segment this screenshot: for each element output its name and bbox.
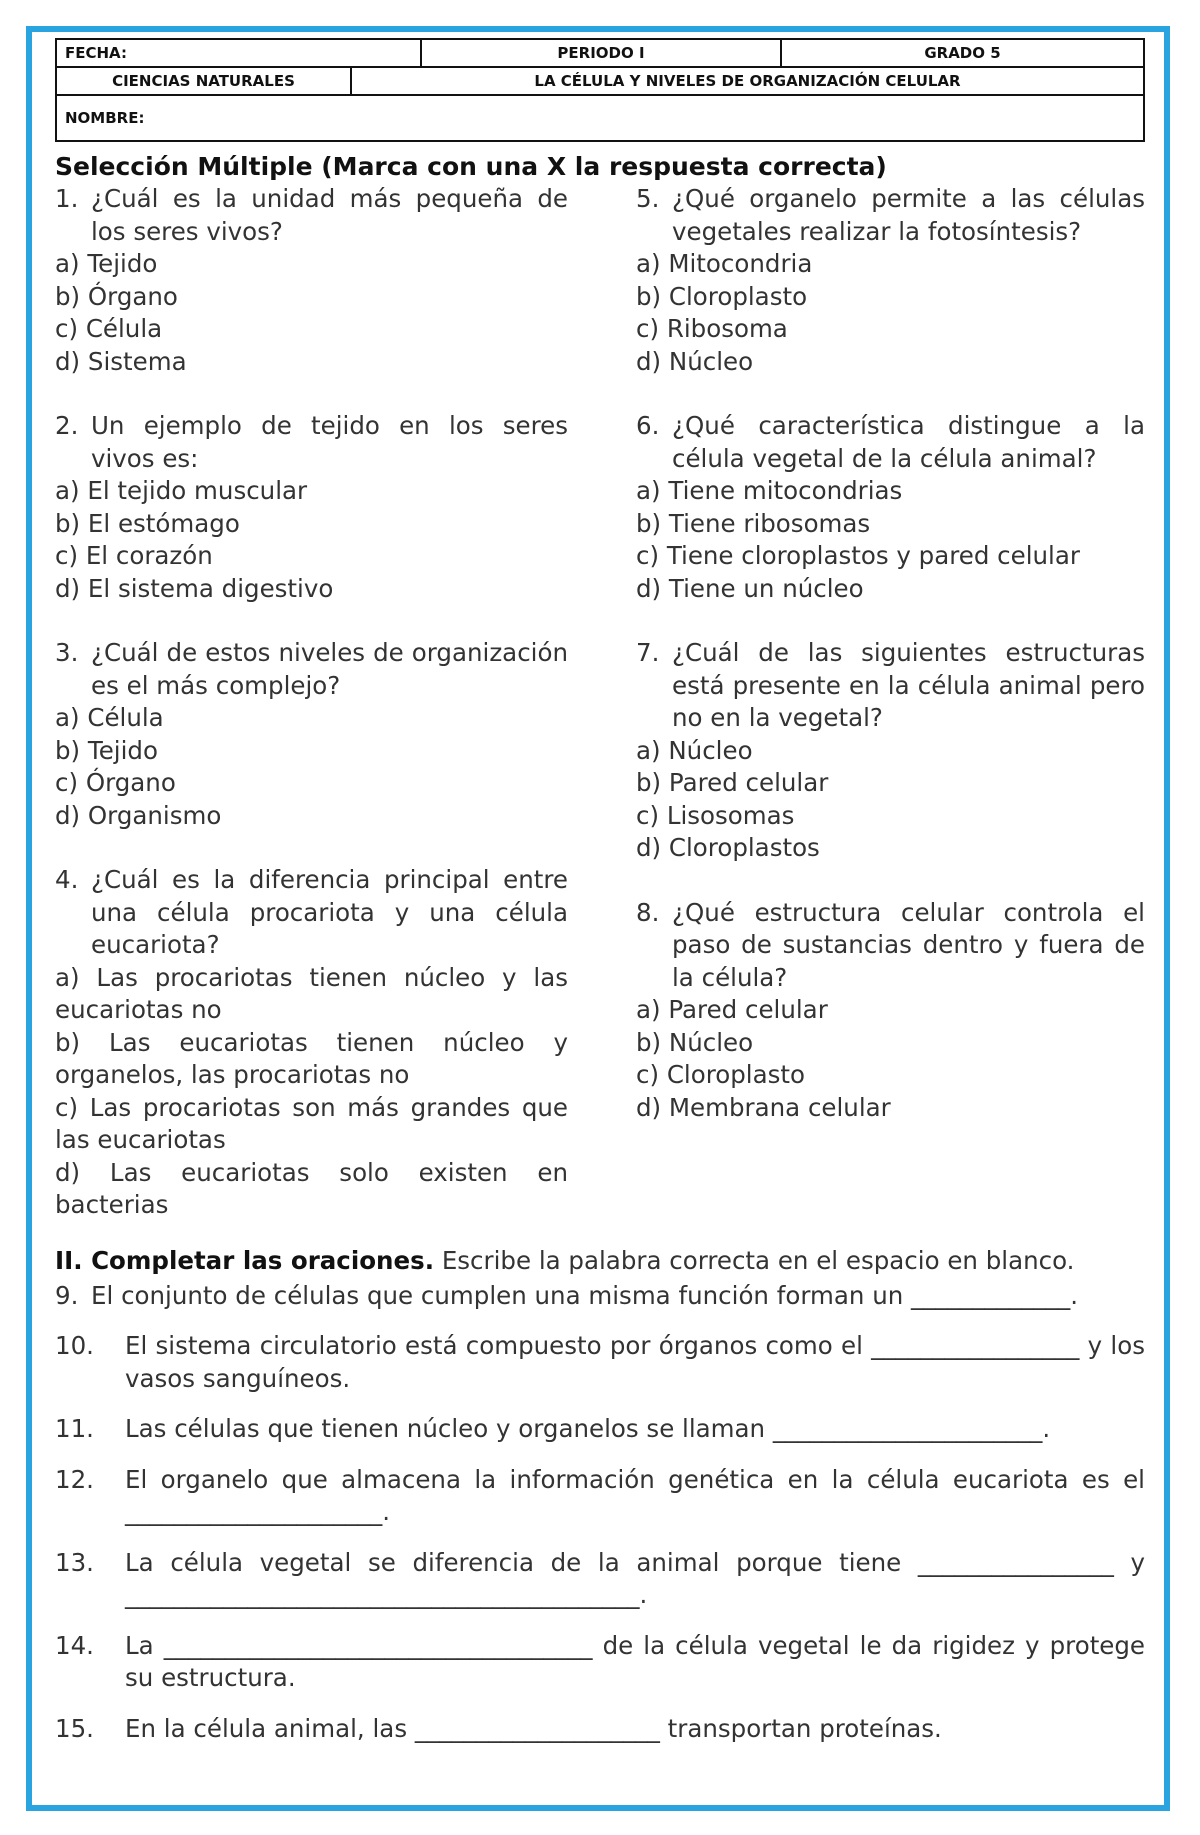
fill-item-9[interactable] [55, 1280, 1145, 1313]
subject-label: CIENCIAS NATURALES [112, 72, 295, 90]
option-b[interactable]: b) Cloroplasto [636, 281, 808, 311]
option-a[interactable]: a) Tejido [55, 249, 158, 278]
question-number: 5. [636, 184, 660, 213]
option-c[interactable]: c) Célula [55, 314, 163, 343]
question-3 [55, 637, 568, 832]
option-c[interactable]: c) Órgano [55, 768, 176, 797]
question-text: ¿Qué estructura celular controla el paso de sustancias dentro y fuera de la célula? [672, 897, 1145, 992]
option-a[interactable]: a) Tiene mitocondrias [636, 476, 903, 505]
option-d[interactable]: d) Cloroplastos [636, 833, 820, 862]
question-text: ¿Cuál de estos niveles de organización es el más complejo? [91, 638, 568, 700]
fill-item-12[interactable] [55, 1464, 1145, 1529]
question-text: ¿Cuál es la unidad más pequeña de los seres vivos? [91, 184, 568, 246]
item-text: Las células que tienen núcleo y organelos se llaman ______________________. [125, 1414, 1051, 1443]
item-text: El sistema circulatorio está compuesto por órganos como el _________________ y los vasos sanguíneos. [125, 1331, 1145, 1393]
date-field[interactable]: FECHA: [65, 44, 127, 62]
option-c[interactable]: c) Las procariotas son más grandes que las eucariotas [55, 1092, 568, 1154]
fill-item-13[interactable] [55, 1547, 1145, 1612]
question-number: 8. [636, 897, 660, 927]
item-text: El conjunto de células que cumplen una misma función forman un _____________. [91, 1280, 1079, 1310]
option-a[interactable]: a) Célula [55, 703, 164, 732]
question-6 [636, 410, 1145, 605]
option-c[interactable]: c) El corazón [55, 541, 213, 570]
grade-label: GRADO 5 [780, 40, 1143, 66]
section2-instruction: Escribe la palabra correcta en el espacio en blanco. [441, 1246, 1075, 1275]
option-d[interactable]: d) Membrana celular [636, 1092, 891, 1122]
option-d[interactable]: d) El sistema digestivo [55, 573, 334, 603]
question-8 [636, 897, 1145, 1125]
header-row-3 [57, 96, 1143, 140]
question-text: ¿Qué organelo permite a las células vegetales realizar la fotosíntesis? [672, 184, 1145, 246]
item-text: La ___________________________________ de la célula vegetal le da rigidez y protege su estructura. [125, 1630, 1145, 1692]
fill-item-14[interactable] [55, 1630, 1145, 1695]
question-number: 6. [636, 411, 660, 440]
option-d[interactable]: d) Las eucariotas solo existen en bacterias [55, 1157, 568, 1219]
question-text: ¿Cuál de las siguientes estructuras está presente en la célula animal pero no en la vegetal? [672, 638, 1145, 732]
option-c[interactable]: c) Ribosoma [636, 314, 788, 343]
option-d[interactable]: d) Organismo [55, 800, 222, 830]
header-row-1 [57, 40, 1143, 68]
questions-left-column [55, 183, 568, 1254]
topic-label: LA CÉLULA Y NIVELES DE ORGANIZACIÓN CELULAR [350, 68, 1143, 94]
option-a[interactable]: a) Núcleo [636, 735, 753, 765]
item-number: 12. [55, 1464, 94, 1494]
option-b[interactable]: b) Pared celular [636, 768, 829, 797]
item-number: 14. [55, 1630, 94, 1660]
item-number: 13. [55, 1547, 94, 1577]
item-number: 15. [55, 1713, 94, 1743]
option-a[interactable]: a) Mitocondria [636, 249, 813, 278]
question-number: 2. [55, 411, 79, 440]
item-number: 10. [55, 1331, 94, 1360]
fill-item-10[interactable] [55, 1330, 1145, 1395]
question-number: 1. [55, 184, 79, 213]
option-b[interactable]: b) Órgano [55, 281, 178, 311]
option-d[interactable]: d) Sistema [55, 346, 187, 376]
section2 [55, 1245, 1145, 1763]
question-2 [55, 410, 568, 605]
name-field[interactable]: NOMBRE: [65, 109, 145, 127]
question-1 [55, 183, 568, 378]
option-b[interactable]: b) Tiene ribosomas [636, 508, 871, 538]
option-b[interactable]: b) Las eucariotas tienen núcleo y organelos, las procariotas no [55, 1027, 568, 1089]
fill-item-15[interactable] [55, 1713, 1145, 1746]
item-text: El organelo que almacena la información genética en la célula eucariota es el _____________________. [125, 1464, 1145, 1526]
option-c[interactable]: c) Tiene cloroplastos y pared celular [636, 541, 1080, 570]
section2-heading [55, 1245, 1145, 1278]
questions-right-column [636, 183, 1145, 1156]
question-5 [636, 183, 1145, 378]
option-a[interactable]: a) El tejido muscular [55, 476, 308, 505]
option-a[interactable]: a) Las procariotas tienen núcleo y las eucariotas no [55, 962, 568, 1024]
item-text: En la célula animal, las ____________________ transportan proteínas. [125, 1713, 942, 1743]
option-b[interactable]: b) El estómago [55, 508, 240, 538]
fill-item-11[interactable] [55, 1413, 1145, 1446]
item-text: La célula vegetal se diferencia de la animal porque tiene ________________ y __________________________________________. [125, 1547, 1145, 1609]
header-row-2 [57, 68, 1143, 96]
option-c[interactable]: c) Lisosomas [636, 800, 795, 830]
question-number: 4. [55, 865, 79, 894]
header-table [55, 38, 1145, 142]
item-number: 11. [55, 1414, 94, 1443]
option-d[interactable]: d) Núcleo [636, 346, 754, 376]
option-b[interactable]: b) Tejido [55, 735, 158, 765]
question-7 [636, 637, 1145, 865]
item-number: 9. [55, 1280, 79, 1310]
section1-title: Selección Múltiple (Marca con una X la respuesta correcta) [55, 152, 887, 181]
option-a[interactable]: a) Pared celular [636, 995, 828, 1024]
option-d[interactable]: d) Tiene un núcleo [636, 573, 864, 603]
question-number: 7. [636, 638, 660, 667]
option-b[interactable]: b) Núcleo [636, 1027, 754, 1057]
question-number: 3. [55, 638, 79, 667]
option-c[interactable]: c) Cloroplasto [636, 1060, 805, 1089]
period-label: PERIODO I [420, 40, 780, 66]
section2-title: II. Completar las oraciones. [55, 1246, 435, 1275]
question-4 [55, 864, 568, 1222]
question-text: ¿Qué característica distingue a la célula vegetal de la célula animal? [672, 411, 1145, 473]
question-text: ¿Cuál es la diferencia principal entre una célula procariota y una célula eucariota? [91, 865, 568, 959]
question-text: Un ejemplo de tejido en los seres vivos es: [91, 411, 568, 473]
